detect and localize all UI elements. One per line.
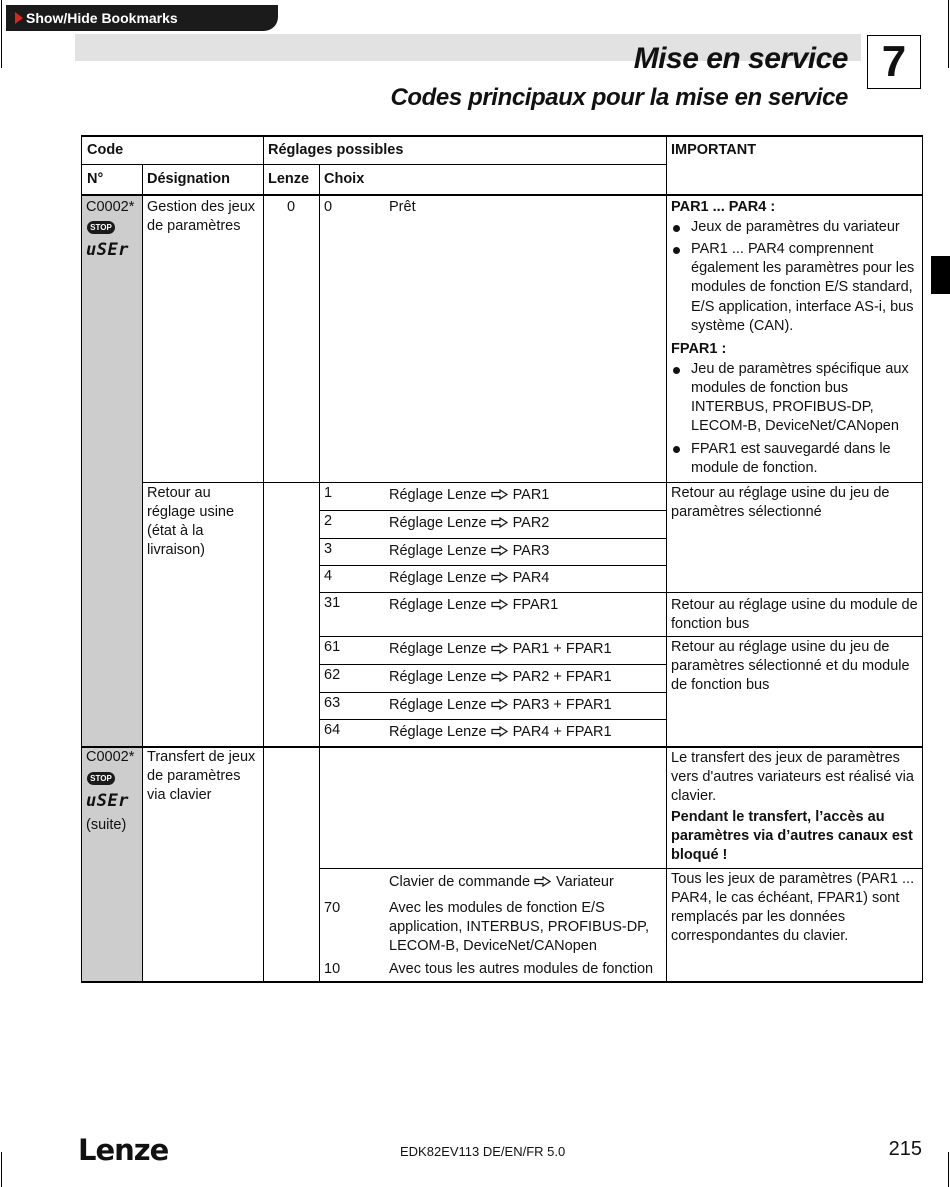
choice-text: Réglage Lenze PAR2 + FPAR1 [389, 669, 612, 685]
note-line: LECOM-B, DeviceNet/CANopen [691, 418, 899, 434]
note-line: Le transfert des jeux de paramètres [671, 750, 900, 766]
choice-value: 2 [324, 513, 333, 529]
bullet-icon [673, 247, 680, 254]
arrow-right-icon [491, 517, 509, 528]
arrow-right-icon [491, 572, 509, 583]
crop-mark [1, 0, 2, 68]
arrow-right-icon [491, 726, 509, 737]
chapter-side-tab [931, 256, 950, 294]
note-line: INTERBUS, PROFIBUS-DP, [691, 399, 874, 415]
designation-line: livraison) [147, 542, 206, 558]
header-important: IMPORTANT [671, 142, 757, 158]
note-line: fonction bus [671, 616, 750, 632]
page-title: Mise en service [633, 42, 848, 75]
fpar-title: FPAR1 : [671, 341, 727, 357]
warning-line: bloqué ! [671, 847, 728, 863]
designation-line: via clavier [147, 787, 212, 803]
designation-line: Retour au [147, 485, 211, 501]
note-line: modules de fonction E/S standard, [691, 279, 913, 295]
par-title: PAR1 ... PAR4 : [671, 199, 776, 215]
choice-text: Réglage Lenze FPAR1 [389, 597, 559, 613]
designation-line: Gestion des jeux [147, 199, 256, 215]
note-line: Jeu de paramètres spécifique aux [691, 361, 909, 377]
choice-value: 62 [324, 667, 341, 683]
choice-value: 64 [324, 722, 341, 738]
bullet-icon [673, 225, 680, 232]
note-line: Jeux de paramètres du variateur [691, 219, 900, 235]
lenze-default: 0 [287, 199, 296, 215]
arrow-right-icon [491, 643, 509, 654]
note-line: Retour au réglage usine du jeu de [671, 639, 890, 655]
header-choix: Choix [324, 171, 365, 187]
header-reglages: Réglages possibles [268, 142, 404, 158]
header-code: Code [87, 142, 124, 158]
user-menu-symbol: uSEr [86, 791, 129, 811]
choice-value: 63 [324, 695, 341, 711]
choice-text: Réglage Lenze PAR3 [389, 543, 550, 559]
choice-text: Avec les modules de fonction E/S [389, 900, 605, 916]
choice-value: 0 [324, 199, 333, 215]
user-menu-symbol: uSEr [86, 240, 129, 260]
note-line: E/S application, interface AS-i, bus [691, 299, 914, 315]
choice-text: Prêt [389, 199, 416, 215]
choice-text: Réglage Lenze PAR4 + FPAR1 [389, 724, 612, 740]
designation-line: Transfert de jeux [147, 749, 256, 765]
note-line: PAR1 ... PAR4 comprennent [691, 241, 874, 257]
note-line: FPAR1 est sauvegardé dans le [691, 441, 891, 457]
designation-line: de paramètres [147, 768, 241, 784]
note-line: de fonction bus [671, 677, 770, 693]
note-line: Tous les jeux de paramètres (PAR1 ... [671, 871, 915, 887]
choice-text: Avec tous les autres modules de fonction [389, 961, 654, 977]
stop-badge: STOP [87, 772, 115, 785]
arrow-right-icon [491, 545, 509, 556]
note-line: correspondantes du clavier. [671, 928, 849, 944]
note-line: module de fonction. [691, 460, 818, 476]
choice-value: 31 [324, 595, 341, 611]
lenze-logo: Lenze [78, 1133, 169, 1167]
header-no: N° [87, 171, 104, 187]
document-reference: EDK82EV113 DE/EN/FR 5.0 [400, 1144, 566, 1159]
arrow-right-icon [491, 599, 509, 610]
note-line: Retour au réglage usine du jeu de [671, 485, 890, 501]
code-number: C0002* [86, 199, 135, 215]
page-number: 215 [888, 1138, 922, 1160]
note-line: paramètres sélectionné et du module [671, 658, 910, 674]
note-line: vers d'autres variateurs est réalisé via [671, 769, 914, 785]
crop-mark [948, 1152, 949, 1187]
choice-text: Réglage Lenze PAR1 + FPAR1 [389, 641, 612, 657]
crop-mark [948, 0, 949, 68]
choice-text: application, INTERBUS, PROFIBUS-DP, [389, 919, 650, 935]
designation-line: de paramètres [147, 218, 241, 234]
note-line: Retour au réglage usine du module de [671, 597, 918, 613]
show-hide-bookmarks-button[interactable] [6, 5, 278, 31]
choice-value: 61 [324, 639, 341, 655]
triangle-right-icon [15, 12, 23, 24]
note-line: remplacés par les données [671, 909, 846, 925]
choice-text: Réglage Lenze PAR4 [389, 570, 550, 586]
bullet-icon [673, 367, 680, 374]
choice-value: 3 [324, 541, 333, 557]
arrow-right-icon [491, 489, 509, 500]
warning-line: Pendant le transfert, l’accès au [671, 809, 885, 825]
stop-badge: STOP [87, 221, 115, 234]
page-subtitle: Codes principaux pour la mise en service [390, 84, 848, 111]
header-lenze: Lenze [268, 171, 310, 187]
code-number: C0002* [86, 749, 135, 765]
chapter-number: 7 [867, 35, 921, 89]
arrow-right-icon [534, 876, 552, 887]
code-column-shading [82, 195, 142, 982]
choice-text: Clavier de commande Variateur [389, 874, 614, 890]
choice-value: 10 [324, 961, 341, 977]
arrow-right-icon [491, 699, 509, 710]
choice-value: 4 [324, 568, 333, 584]
header-designation: Désignation [147, 171, 230, 187]
choice-text: Réglage Lenze PAR2 [389, 515, 550, 531]
bullet-icon [673, 446, 680, 453]
designation-line: réglage usine [147, 504, 235, 520]
choice-text: Réglage Lenze PAR3 + FPAR1 [389, 697, 612, 713]
bookmarks-button-label: Show/Hide Bookmarks [26, 10, 178, 26]
choice-text: LECOM-B, DeviceNet/CANopen [389, 938, 597, 954]
note-line: paramètres sélectionné [671, 504, 822, 520]
note-line: système (CAN). [691, 318, 794, 334]
note-line: PAR4, le cas échéant, FPAR1) sont [671, 890, 900, 906]
note-line: également les paramètres pour les [691, 260, 915, 276]
designation-line: (état à la [147, 523, 204, 539]
arrow-right-icon [491, 671, 509, 682]
choice-value: 70 [324, 900, 341, 916]
choice-value: 1 [324, 485, 333, 501]
choice-text: Réglage Lenze PAR1 [389, 487, 550, 503]
crop-mark [1, 1152, 2, 1187]
note-line: modules de fonction bus [691, 380, 849, 396]
suite-label: (suite) [86, 817, 127, 833]
warning-line: paramètres via d’autres canaux est [671, 828, 913, 844]
parameter-table [81, 135, 923, 982]
note-line: clavier. [671, 788, 717, 804]
